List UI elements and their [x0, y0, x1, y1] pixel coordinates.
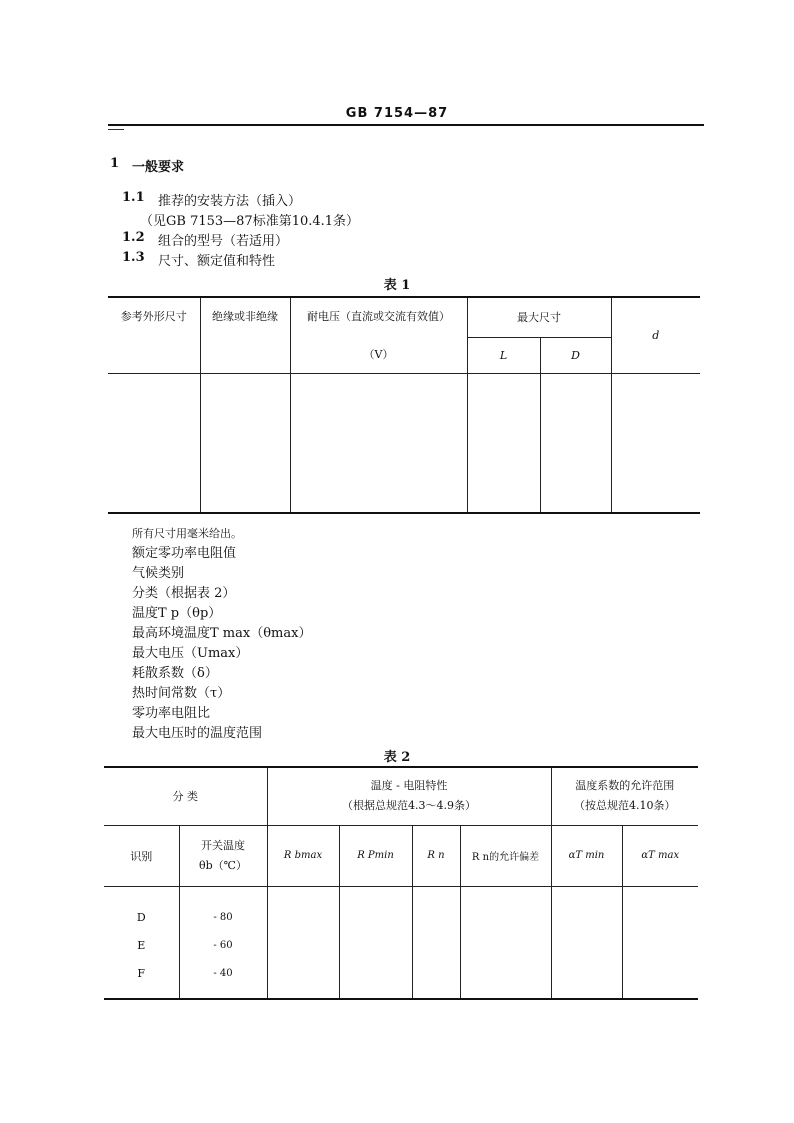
table1-header-D: D — [540, 337, 611, 373]
table2-cell — [622, 886, 698, 999]
switch-temp-label: 开关温度 — [201, 838, 245, 852]
table2-temp-col — [179, 886, 267, 999]
item-text: 组合的型号（若适用） — [158, 234, 289, 249]
table2-cell — [412, 886, 460, 999]
table2-header-temp-coeff — [551, 767, 698, 825]
table1-header-voltage — [290, 297, 467, 373]
table1-cell — [108, 373, 200, 513]
table1-cell — [611, 373, 700, 513]
table-row: - 60 — [213, 940, 233, 952]
table2-header-r-pmin: R Pmin — [339, 825, 412, 886]
notes-list — [132, 524, 311, 744]
table-row: E — [137, 939, 146, 953]
item-number: 1.3 — [122, 250, 145, 265]
header-rule — [108, 124, 704, 126]
table2-cell — [551, 886, 622, 999]
table1-header-max-dim: 最大尺寸 — [467, 297, 611, 337]
note-item: 最高环境温度T max（θmax） — [132, 626, 312, 641]
table-row: - 80 — [213, 912, 233, 924]
item-text: 推荐的安装方法（插入） — [158, 194, 302, 209]
voltage-label: 耐电压（直流或交流有效值） — [307, 310, 450, 323]
table2-header-r-bmax: R bmax — [267, 825, 339, 886]
table1-caption: 表 1 — [383, 278, 411, 293]
table2-header-classification: 分 类 — [104, 767, 267, 825]
header-tick — [108, 129, 124, 130]
item-text: （见GB 7153—87标准第10.4.1条） — [140, 214, 360, 229]
temp-coeff-sub: （按总规范4.10条） — [574, 799, 676, 813]
note-item: 耗散系数（δ） — [132, 666, 218, 681]
document-number: GB 7154—87 — [345, 106, 449, 121]
table1-cell — [467, 373, 540, 513]
note-item: 最大电压（Umax） — [132, 646, 249, 661]
table1-header-L: L — [467, 337, 540, 373]
table1-header-d: d — [611, 297, 700, 373]
note-item: 零功率电阻比 — [132, 706, 211, 721]
table1-header-ref-dim: 参考外形尺寸 — [108, 297, 200, 373]
note-item: 气候类别 — [132, 566, 185, 581]
temp-coeff-label: 温度系数的允许范围 — [575, 779, 675, 793]
table1-empty-row — [108, 373, 700, 513]
section-title: 一般要求 — [132, 160, 185, 175]
note-item: 分类（根据表 2） — [132, 586, 236, 601]
table2-header-a-tmax: αT max — [622, 825, 698, 886]
table2 — [104, 766, 698, 1000]
section-number: 1 — [110, 156, 120, 171]
table2-cell — [267, 886, 339, 999]
table-row: - 40 — [213, 968, 233, 980]
note-units: 所有尺寸用毫米给出。 — [132, 527, 242, 540]
table2-data-row — [104, 886, 698, 999]
note-item: 温度T p（θp） — [132, 606, 222, 621]
note-item: 最大电压时的温度范围 — [132, 726, 263, 741]
table-row: D — [136, 911, 146, 925]
table2-caption: 表 2 — [383, 750, 411, 765]
voltage-unit: （V） — [363, 348, 394, 361]
table2-header-r-n-tol: R n的允许偏差 — [460, 825, 551, 886]
table2-header-temp-resistance — [267, 767, 551, 825]
table1-cell — [290, 373, 467, 513]
table2-header-r-n: R n — [412, 825, 460, 886]
table2-ident-col — [104, 886, 179, 999]
item-number: 1.1 — [122, 190, 145, 205]
item-text: 尺寸、额定值和特性 — [158, 254, 276, 269]
table2-cell — [460, 886, 551, 999]
table1-cell — [200, 373, 290, 513]
table1-cell — [540, 373, 611, 513]
switch-temp-unit: θb（℃） — [199, 858, 247, 872]
table1 — [108, 296, 700, 514]
temp-resistance-sub: （根据总规范4.3～4.9条） — [342, 799, 476, 813]
temp-resistance-label: 温度 - 电阻特性 — [370, 779, 448, 793]
item-number: 1.2 — [122, 230, 145, 245]
table2-cell — [339, 886, 412, 999]
table-row: F — [137, 967, 146, 981]
note-item: 额定零功率电阻值 — [132, 546, 237, 561]
table2-header-switch-temp — [179, 825, 267, 886]
table2-header-a-tmin: αT min — [551, 825, 622, 886]
table1-header-insulation: 绝缘或非绝缘 — [200, 297, 290, 373]
note-item: 热时间常数（τ） — [132, 686, 231, 701]
table2-header-ident: 识别 — [104, 825, 179, 886]
